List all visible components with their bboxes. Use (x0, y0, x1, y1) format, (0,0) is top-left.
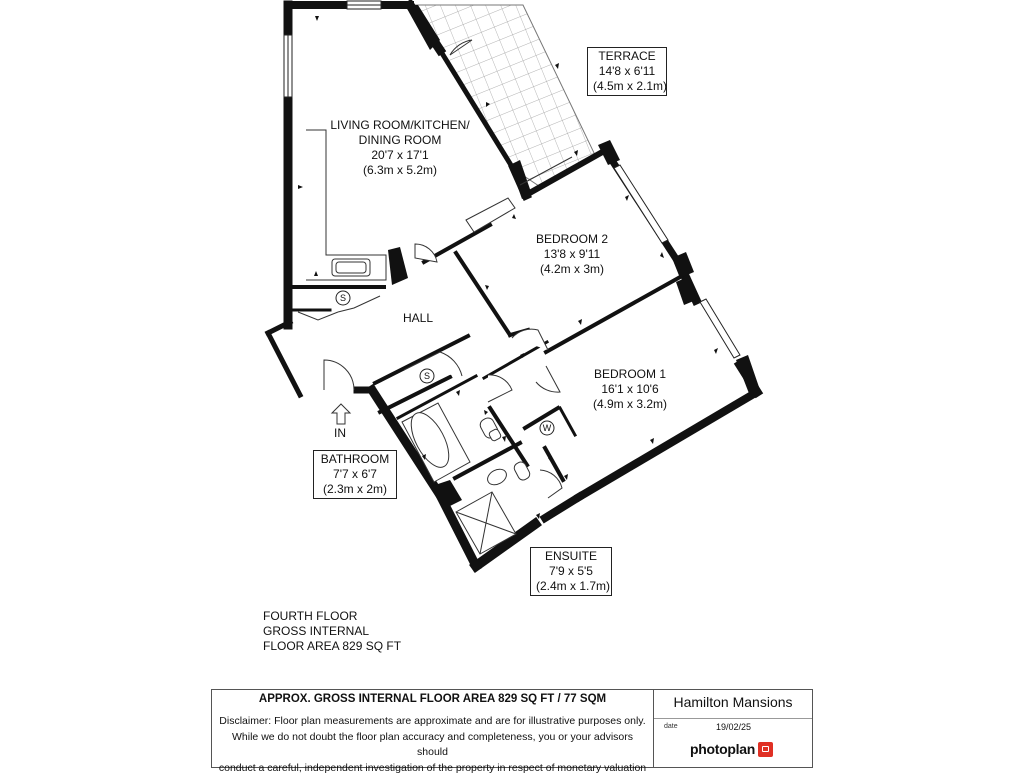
washer-w: W (543, 423, 552, 433)
disclaimer-line2: While we do not doubt the floor plan accuracy and completeness, you or your advisors should (216, 730, 649, 761)
bedroom2-metric: (4.2m x 3m) (520, 262, 624, 277)
bathroom-label (313, 450, 397, 499)
brand-name: photoplan (690, 741, 755, 757)
living-room-name-1: LIVING ROOM/KITCHEN/ (318, 118, 482, 133)
terrace-label (587, 47, 667, 96)
bedroom2-name: BEDROOM 2 (520, 232, 624, 247)
bedroom1-label (578, 367, 682, 412)
ensuite-name: ENSUITE (536, 549, 606, 564)
footer-info-panel (654, 690, 812, 767)
bathroom-imperial: 7'7 x 6'7 (319, 467, 391, 482)
ensuite-label (530, 547, 612, 596)
living-room-imperial: 20'7 x 17'1 (318, 148, 482, 163)
disclaimer-line3: conduct a careful, independent investigation of the property in respect of monetary valuation (216, 761, 649, 776)
storage-s-hall: S (340, 293, 346, 303)
floor-info-line3: FLOOR AREA 829 SQ FT (263, 639, 401, 654)
living-room-label (318, 118, 482, 178)
footer-box (211, 689, 813, 768)
disclaimer-text (216, 714, 649, 776)
floor-info-line2: GROSS INTERNAL (263, 624, 401, 639)
hall-name: HALL (395, 311, 441, 326)
footer-divider (654, 718, 812, 719)
bedroom2-imperial: 13'8 x 9'11 (520, 247, 624, 262)
entrance-label: IN (334, 426, 346, 440)
storage-s-bath: S (424, 371, 430, 381)
area-title: APPROX. GROSS INTERNAL FLOOR AREA 829 SQ FT / 77 SQM (216, 693, 649, 705)
bedroom1-name: BEDROOM 1 (578, 367, 682, 382)
property-name: Hamilton Mansions (654, 694, 812, 710)
footer-disclaimer-panel (212, 690, 654, 767)
bedroom1-imperial: 16'1 x 10'6 (578, 382, 682, 397)
living-room-metric: (6.3m x 5.2m) (318, 163, 482, 178)
hall-label (395, 311, 441, 326)
bathroom-fittings (402, 403, 532, 554)
terrace-name: TERRACE (593, 49, 661, 64)
date-value: 19/02/25 (716, 722, 751, 732)
bedroom1-metric: (4.9m x 3.2m) (578, 397, 682, 412)
disclaimer-line1: Disclaimer: Floor plan measurements are approximate and are for illustrative purposes only. (216, 714, 649, 730)
entrance-arrow (332, 404, 350, 424)
date-caption: date (664, 723, 678, 730)
bathroom-metric: (2.3m x 2m) (319, 482, 391, 497)
floor-info-line1: FOURTH FLOOR (263, 609, 401, 624)
camera-icon (758, 742, 773, 757)
terrace-metric: (4.5m x 2.1m) (593, 79, 661, 94)
bedroom2-label (520, 232, 624, 277)
terrace-imperial: 14'8 x 6'11 (593, 64, 661, 79)
floor-info (263, 609, 401, 654)
ensuite-metric: (2.4m x 1.7m) (536, 579, 606, 594)
living-room-name-2: DINING ROOM (318, 133, 482, 148)
bathroom-name: BATHROOM (319, 452, 391, 467)
brand-logo (690, 741, 773, 757)
ensuite-imperial: 7'9 x 5'5 (536, 564, 606, 579)
